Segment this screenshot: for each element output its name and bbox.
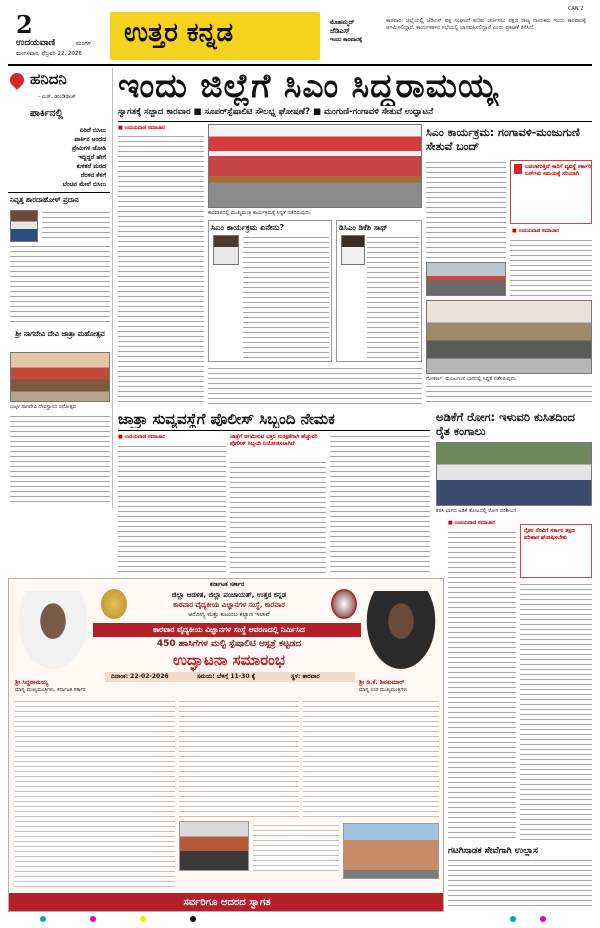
brief-line-3: ಇಂದು ಕಾರವಾರಕ್ಕೆ: [330, 37, 363, 43]
right2-box-text: ರೈತರ ನೆರವಿಗೆ ಸರ್ಕಾರ ತಕ್ಷಣ ಪರಿಹಾರ ಘೋಷಿಸಬೇಕು: [524, 528, 576, 541]
right2-bottom-title: ಗಟಗಿನಾಡಕ ಸೇವೆಗಾಗಿ ಉಲ್ಲಾಸ: [448, 846, 538, 856]
ad-left-list: [15, 699, 175, 887]
page-number: 2: [16, 10, 33, 39]
ad-subtitle: 450 ಹಾಸಿಗೆಗಳ ಮಲ್ಟಿ ಸ್ಪೆಷಾಲಿಟಿ ಆಸ್ಪತ್ರೆ ಕಟ್ಟಡದ: [156, 639, 302, 649]
box2-text: [367, 235, 419, 359]
box2: [336, 220, 422, 362]
ad-photo-group: [179, 821, 249, 871]
poem-line: ಬೆಂಚಿನ ಮೇಲೆ ಬಿಸಿಲು: [62, 181, 106, 188]
poem-line: ಕುಳಿತರೆ ಮರದ: [76, 163, 106, 170]
lead-photo: [208, 124, 422, 208]
story2-text-2: [10, 244, 110, 326]
ad-left-name1: ಶ್ರೀ ಸಿದ್ದರಾಮಯ್ಯ: [15, 679, 49, 686]
right2-headline: ಅಡಿಕೆಗೆ ರೋಗ: ಇಳುವರಿ ಕುಸಿತದಿಂದ ರೈತ ಕಂಗಾಲು: [436, 410, 575, 438]
ad-right-role1: ಮಾನ್ಯ ಉಪ ಮುಖ್ಯಮಂತ್ರಿಗಳು: [359, 687, 408, 693]
poem-line: ಏರಿದೆ ಬಿಸಿಲು: [79, 127, 106, 134]
story2-title: ನಿವೃತ್ತ ಶಾರದಾಹೋಳ್ ಪ್ರದಾನ: [10, 196, 79, 204]
ad-date: ದಿನಾಂಕ: 22-02-2026: [111, 673, 169, 680]
right2-photo: [436, 442, 592, 506]
right-photo-2: [426, 300, 592, 374]
second-col-2: [230, 460, 326, 574]
ad-time: ಸಮಯ: ಬೆಳಿಗ್ಗೆ 11-30 ಕ್ಕೆ: [197, 673, 256, 680]
right2-byline: ■ ಉದಯವಾಣಿ ಸಮಾಚಾರ: [448, 520, 495, 526]
right2-bottom-text: [448, 858, 592, 908]
story2-photo: [10, 210, 38, 242]
second-headline: ಜಾತ್ರಾ ಸುವ್ಯವಸ್ಥೆಗೆ ಪೊಲೀಸ್ ಸಿಬ್ಬಂದಿ ನೇಮಕ: [118, 410, 335, 428]
right-photo: [426, 262, 506, 296]
box1-text: [243, 235, 329, 359]
story3-text: [10, 414, 110, 504]
ad-title: ಕಾರವಾರ ವೈದ್ಯಕೀಯ ವಿಜ್ಞಾನಗಳ ಸಂಸ್ಥೆ ಆವರಣದಲ್ಲಿ ನಿರ್ಮಿಸಿದ: [153, 625, 305, 634]
poem: [16, 126, 106, 189]
lead-rule: [118, 121, 592, 122]
story3-photo: [10, 352, 110, 402]
ad-title-band: [79, 623, 379, 637]
ad-footer-band: [9, 893, 444, 912]
ad-datebar: [105, 672, 355, 682]
right2-caption: ಶಿರಸಿ ಭಾಗದ ಅಡಿಕೆ ತೋಟದಲ್ಲಿ ರೋಗ ಪರಿಶೀಲನೆ.: [436, 508, 518, 514]
right-title: ಸಿಎಂ ಕಾರ್ಯಕ್ರಮ: ಗಂಗಾವಳಿ-ಮಂಜುಗುಣಿ ಸೇತುವೆ ಬಂದ್: [426, 126, 580, 153]
ad-event: ಉದ್ಘಾಟನಾ ಸಮಾರಂಭ: [172, 651, 286, 669]
lead-photo-caption: ಕಾರವಾರದಲ್ಲಿ ಮುಖ್ಯಮಂತ್ರಿ ಕಾರ್ಯಕ್ರಮಕ್ಕೆ ಸಿದ್ಧತೆ ನಡೆದಿರುವುದು.: [208, 210, 312, 216]
page-tag: CAN 2: [568, 6, 584, 12]
brief-text: ಕಾರವಾರ: ಜಿಲ್ಲೆಯಲ್ಲಿ ಜೆಡಿಎಸ್ ಪಕ್ಷ ಸಂಘಟನೆ ಕುರಿತು ಚರ್ಚಿಸಲು ಪಕ್ಷದ ರಾಜ್ಯ ನಾಯಕರು ಇಂದು ಕಾರವಾರಕ್ಕೆ ಆಗಮಿಸಲಿದ್ದಾರೆ. ಕಾರ್ಯಕರ್ತರ ಸಭೆಯಲ್ಲಿ ಭಾಗವಹಿಸಲಿದ್ದಾರೆ ಎಂದು ಪ್ರಕಟಣೆ ತಿಳಿಸಿದೆ.: [386, 18, 586, 31]
page-date: ಮಂಗಳವಾರ, ಫೆಬ್ರವರಿ 22, 2026: [16, 51, 82, 57]
lead-col-1: [118, 134, 204, 406]
right-ad-text: ಬದಲಾಗುತ್ತಿದೆ ಸಾರಿಗೆ ವ್ಯವಸ್ಥೆ ಸರ್ಕಾರಿ ಬಸ್‌ಗಳು ಸಮಯಕ್ಕೆ ಸರಿಯಾಗಿ: [525, 164, 591, 177]
box1: [208, 220, 332, 362]
poem-line: ನೆರಳಿನ ಕೆಳಗೆ: [80, 172, 106, 179]
paper-sub: ಮಂಗಳ: [76, 40, 91, 47]
section-banner: [110, 12, 320, 60]
sidebar-divider: [112, 68, 113, 508]
hospital-logo-icon: [331, 589, 357, 619]
ad-top: ಕರ್ನಾಟಕ ಸರ್ಕಾರ: [209, 581, 245, 588]
right2-col-2: [520, 582, 592, 840]
right-ad-sub: ■ ಉದಯವಾಣಿ ಸಮಾಚಾರ: [512, 228, 559, 234]
drop-icon: [7, 70, 27, 90]
right2-col-1: [448, 530, 516, 840]
poem-line: ಪಾರ್ಕಿನ ಅಂದದ: [74, 136, 106, 143]
ad-line3: ಆರೋಗ್ಯ ಮತ್ತು ಕುಟುಂಬ ಕಲ್ಯಾಣ ಇಲಾಖೆ: [188, 611, 270, 618]
right-col-3: [426, 384, 592, 406]
ad-line2: ಕಾರವಾರ ವೈದ್ಯಕೀಯ ವಿಜ್ಞಾನಗಳ ಸಂಸ್ಥೆ, ಕಾರವಾರ: [173, 601, 285, 609]
sidebar: [8, 68, 110, 506]
second-quote: ಜಾತ್ರೆಗೆ ಆಗಮಿಸುವ ಭಕ್ತರ ಸುರಕ್ಷತೆಗಾಗಿ ಹೆಚ್ಚುವರಿ ಪೊಲೀಸ್ ಸಿಬ್ಬಂದಿ ನಿಯೋಜಿಸಲಾಗಿದೆ: [230, 434, 318, 447]
dcm-photo: [361, 591, 441, 677]
poem-line: ಇದ್ದಿದ್ದರೆ ಹೇಗೆ: [78, 154, 106, 161]
ad-right-name1: ಶ್ರೀ ಡಿ.ಕೆ. ಶಿವಕುಮಾರ್: [359, 679, 405, 686]
brief-box: [330, 18, 380, 45]
lead-byline: ■ ಉದಯವಾಣಿ ಸಮಾಚಾರ: [118, 125, 165, 131]
hanidani-logo: [10, 70, 108, 90]
right-ad-box: [510, 160, 592, 224]
second-byline: ■ ಉದಯವಾಣಿ ಸಮಾಚಾರ: [118, 434, 165, 440]
second-col-3: [330, 434, 430, 574]
cm-photo: [13, 591, 93, 677]
story3-caption: ಭಟ್ಕಳ ನಾಗದೇವಿ ದೇವಸ್ಥಾನದ ರಥೋತ್ಸವ: [10, 404, 77, 410]
ad-mid-list-2: [253, 823, 339, 871]
ad-building-photo: [343, 823, 439, 879]
sidebar-rule: [8, 192, 110, 193]
poem-line: ಪ್ರೇಮಿಗಳ ಜೋಡಿ: [71, 145, 106, 152]
ad-footer: ಸರ್ವರಿಗೂ ಆದರದ ಸ್ವಾಗತ: [183, 897, 271, 908]
box1-title: ಸಿಎಂ ಕಾರ್ಯಕ್ರಮ ಏನೇನು?: [211, 223, 285, 232]
column-author: - ಎಚ್. ಡುಂಡಿರಾಜ್: [38, 94, 76, 100]
logo-text: ಹನಿದನಿ: [30, 70, 67, 88]
brief-line-1: ಮೊಹಮ್ಮದ್: [330, 19, 355, 26]
right2-box: [520, 524, 592, 578]
brief-line-2: ಜೆಡಿಎಸ್: [330, 27, 350, 35]
ad-left-role1: ಮಾನ್ಯ ಮುಖ್ಯಮಂತ್ರಿಗಳು, ಕರ್ನಾಟಕ ಸರ್ಕಾರ: [15, 687, 86, 693]
story2-text: [42, 210, 110, 242]
box1-photo: [213, 235, 239, 265]
masthead: [0, 0, 600, 64]
second-col-1: [118, 444, 226, 574]
right-ad-icon: [514, 164, 522, 174]
right-col-2: [510, 238, 592, 296]
story3-title: ಶ್ರೀ ನಾಗದೇವಿ ದೇವಿ ಜಾತ್ರಾ ಮಹೋತ್ಸವ: [15, 330, 105, 338]
govt-ad: [8, 578, 444, 912]
right-photo-caption: ಗೋಕರ್ಣ: ಮಂಜುಗುಣಿ ಭಾಗದಲ್ಲಿ ಸಿದ್ಧತೆ ನಡೆಸಿರುವುದು.: [426, 376, 518, 382]
box2-photo: [341, 235, 365, 265]
column-title: ಪಾರ್ಕಿನಲ್ಲಿ: [30, 108, 63, 119]
ad-right-list: [303, 699, 439, 817]
ad-line1: ಜಿಲ್ಲಾ ಆಡಳಿತ, ಜಿಲ್ಲಾ ಪಂಚಾಯತ್, ಉತ್ತರ ಕನ್ನಡ: [171, 591, 287, 599]
lead-col-mid: [208, 366, 422, 406]
ad-mid-list: [179, 699, 299, 817]
ad-venue: ಸ್ಥಳ: ಕಾರವಾರ: [291, 673, 320, 680]
right-col-1: [426, 160, 506, 260]
lead-headline: ಇಂದು ಜಿಲ್ಲೆಗೆ ಸಿಎಂ ಸಿದ್ದರಾಮಯ್ಯ: [118, 66, 499, 105]
section-title: ಉತ್ತರ ಕನ್ನಡ: [124, 18, 234, 48]
lead-subheadline: ಸ್ವಾಗತಕ್ಕೆ ಸಜ್ಜಾದ ಕಾರವಾರ ■ ಸೂಪರ್‌ಸ್ಪೆಷಾಲಿಟಿ ಸೌಲಭ್ಯ ಘೋಷಣೆ? ■ ಮಂಗುಣಿ-ಗಂಗಾವಳಿ ಸೇತುವೆ ಉದ್ಘಾಟನೆ: [118, 107, 434, 117]
second-rule: [118, 430, 430, 431]
karnataka-emblem-icon: [101, 589, 127, 619]
print-marks: [40, 914, 560, 924]
box2-title: ಡಿಸಿಎಂ ಡಿಕೆಶಿ ಸಾಥ್: [339, 223, 388, 232]
paper-name: ಉದಯವಾಣಿ: [16, 38, 56, 48]
